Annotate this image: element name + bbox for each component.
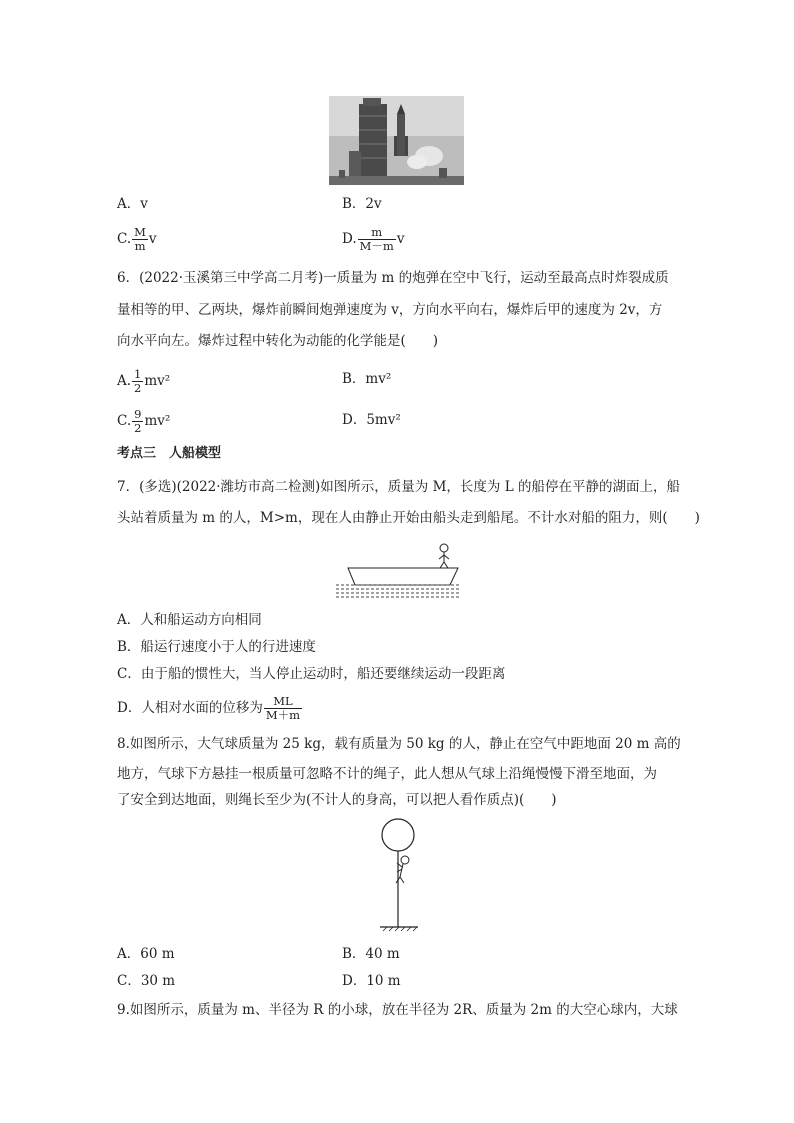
q9-stem-line-1: 9.如图所示，质量为 m、半径为 R 的小球，放在半径为 2R、质量为 2m 的大空心球内，大球 <box>117 1002 678 1018</box>
option-label: D. <box>342 231 357 247</box>
fraction <box>132 368 143 395</box>
q5-option-a: A．v <box>117 196 148 212</box>
option-label: A. <box>117 373 132 389</box>
q7-stem-line-2: 头站着质量为 m 的人，M>m，现在人由静止开始由船头走到船尾。不计水对船的阻力，则( ) <box>117 510 700 526</box>
option-suffix: mv² <box>144 373 171 389</box>
q8-option-d: D．10 m <box>342 973 401 989</box>
numerator: ML <box>264 695 302 709</box>
balloon-diagram <box>374 817 424 933</box>
numerator: 1 <box>134 367 142 381</box>
q5-option-b: B．2v <box>342 196 382 212</box>
q5-option-c <box>117 226 157 253</box>
denominator: 2 <box>134 381 142 395</box>
q7-stem-line-1: 7．(多选)(2022·潍坊市高二检测)如图所示，质量为 M，长度为 L 的船停在平静的湖面上，船 <box>117 479 680 495</box>
option-suffix: mv² <box>144 413 171 429</box>
numerator: 9 <box>134 407 142 421</box>
q6-stem-line-2: 量相等的甲、乙两块，爆炸前瞬间炮弹速度为 v，方向水平向右，爆炸后甲的速度为 2v，方 <box>117 302 663 318</box>
q5-option-d <box>342 226 404 253</box>
q6-stem-line-3: 向水平向左。爆炸过程中转化为动能的化学能是( ) <box>117 333 439 349</box>
q7-option-d <box>117 695 303 722</box>
q7-option-c: C．由于船的惯性大，当人停止运动时，船还要继续运动一段距离 <box>117 666 506 682</box>
rocket-launch-photo <box>329 96 464 185</box>
q8-stem-line-1: 8.如图所示，大气球质量为 25 kg，载有质量为 50 kg 的人，静止在空气中距地面 20 m 高的 <box>117 736 681 752</box>
fraction <box>132 408 143 435</box>
q7-option-a: A．人和船运动方向相同 <box>117 612 262 628</box>
option-label: D．人相对水面的位移为 <box>117 700 263 716</box>
denominator: m <box>134 239 146 253</box>
numerator: m <box>358 226 396 240</box>
option-suffix: v <box>396 231 405 247</box>
q6-option-a <box>117 368 170 395</box>
fraction <box>358 226 396 253</box>
boat-diagram <box>333 540 463 604</box>
q6-option-c <box>117 408 170 435</box>
fraction <box>132 226 148 253</box>
q8-option-a: A．60 m <box>117 946 175 962</box>
q8-option-b: B．40 m <box>342 946 400 962</box>
q7-option-b: B．船运行速度小于人的行进速度 <box>117 639 316 655</box>
q6-option-d: D．5mv² <box>342 412 401 428</box>
section-heading: 考点三 人船模型 <box>117 446 222 461</box>
denominator: 2 <box>134 421 142 435</box>
q6-stem-line-1: 6．(2022·玉溪第三中学高二月考)一质量为 m 的炮弹在空中飞行，运动至最高点时炸裂成质 <box>117 270 669 286</box>
option-label: C. <box>117 231 132 247</box>
numerator: M <box>134 225 146 239</box>
option-label: C. <box>117 413 132 429</box>
denominator: M－m <box>359 239 394 253</box>
q8-stem-line-2: 地方，气球下方悬挂一根质量可忽略不计的绳子，此人想从气球上沿绳慢慢下滑至地面，为 <box>117 766 657 782</box>
fraction <box>264 695 302 722</box>
option-suffix: v <box>148 231 157 247</box>
denominator: M＋m <box>265 708 301 722</box>
q8-option-c: C．30 m <box>117 973 176 989</box>
q6-option-b: B．mv² <box>342 371 392 387</box>
q8-stem-line-3: 了安全到达地面，则绳长至少为(不计人的身高，可以把人看作质点)( ) <box>117 792 557 808</box>
